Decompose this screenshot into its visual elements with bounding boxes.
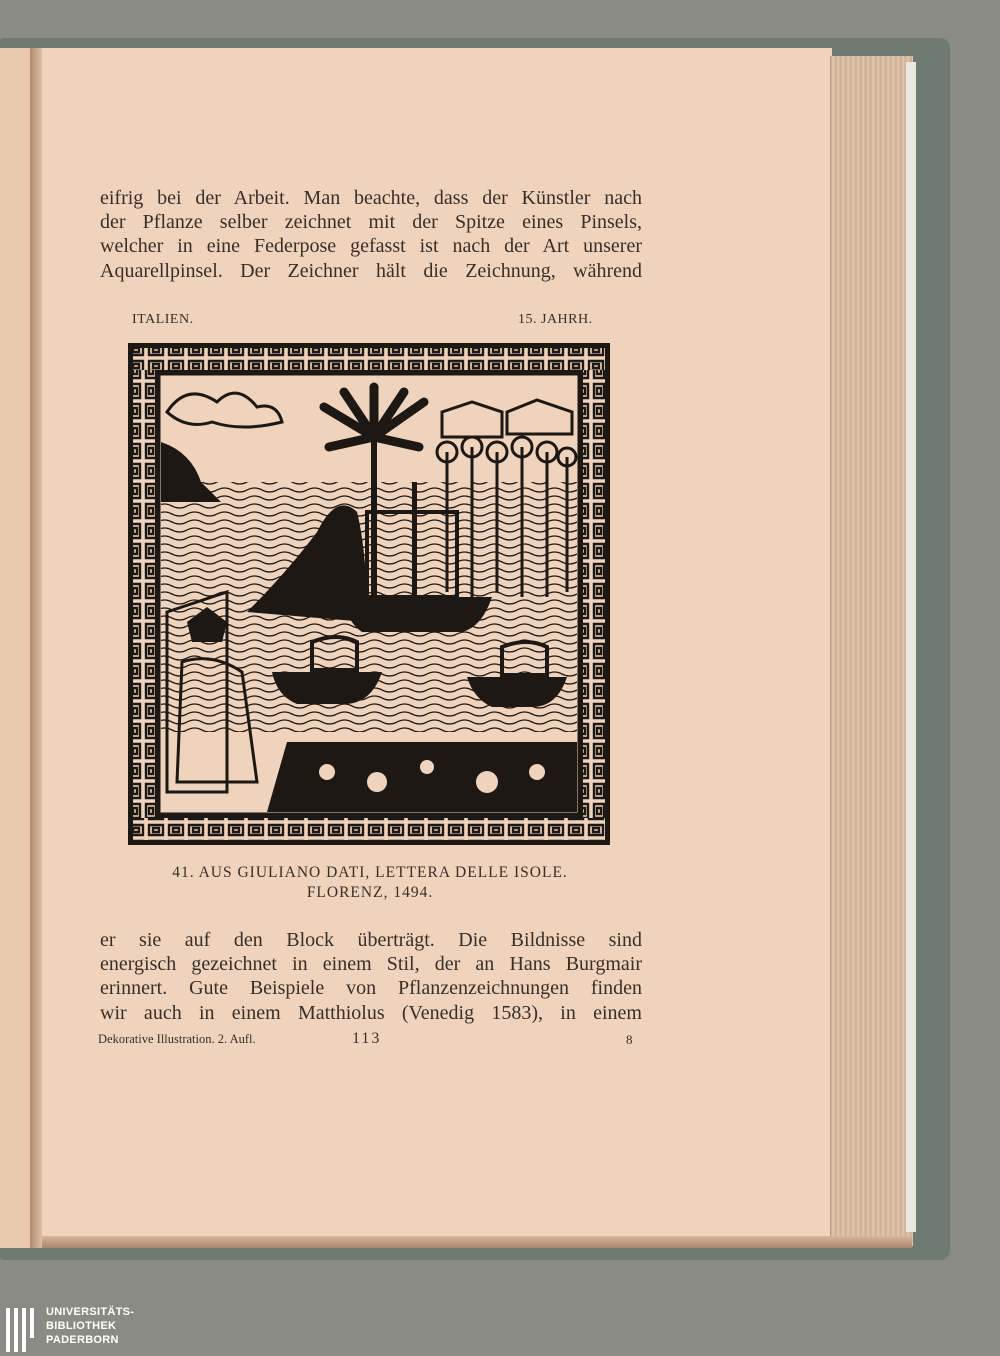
logo-line2: BIBLIOTHEK <box>46 1320 117 1332</box>
footer-signature: Dekorative Illustration. 2. Aufl. <box>98 1032 256 1046</box>
page-edges <box>830 56 913 1246</box>
text-line: welcher in eine Federpose gefasst ist nach der Art unserer <box>100 235 642 258</box>
text-line: wir auch in einem Matthiolus (Venedig 1583), in einem <box>100 1001 642 1024</box>
library-logo <box>0 1304 170 1356</box>
woodcut-illustration <box>127 342 611 846</box>
figure-header-right: 15. JAHRH. <box>518 312 593 327</box>
logo-line3: PADERBORN <box>46 1334 119 1346</box>
text-line: Aquarellpinsel. Der Zeichner hält die Zeichnung, während <box>100 259 642 282</box>
paragraph-top <box>100 186 642 283</box>
logo-line1: UNIVERSITÄTS- <box>46 1306 135 1318</box>
library-logo-icon <box>6 1308 40 1352</box>
figure-caption-line2: FLORENZ, 1494. <box>306 884 434 901</box>
left-page <box>0 48 32 1248</box>
page-bottom-shadow <box>42 1236 912 1248</box>
text-line: energisch gezeichnet in einem Stil, der an Hans Burgmair <box>100 953 642 976</box>
footer-center-number: 113 <box>352 1030 382 1047</box>
text-line: eifrig bei der Arbeit. Man beachte, dass der Künstler nach <box>100 187 642 209</box>
text-line: er sie auf den Block überträgt. Die Bildnisse sind <box>100 929 642 951</box>
figure-header-left: ITALIEN. <box>132 312 194 327</box>
page-edge-light <box>906 62 916 1232</box>
text-line: erinnert. Gute Beispiele von Pflanzenzeichnungen finden <box>100 977 642 1000</box>
text-line: der Pflanze selber zeichnet mit der Spitze eines Pinsels, <box>100 211 642 234</box>
paragraph-bottom <box>100 928 642 1025</box>
footer-right-number: 8 <box>626 1032 633 1047</box>
figure-caption-line1: 41. AUS GIULIANO DATI, LETTERA DELLE ISOLE. <box>172 864 568 881</box>
